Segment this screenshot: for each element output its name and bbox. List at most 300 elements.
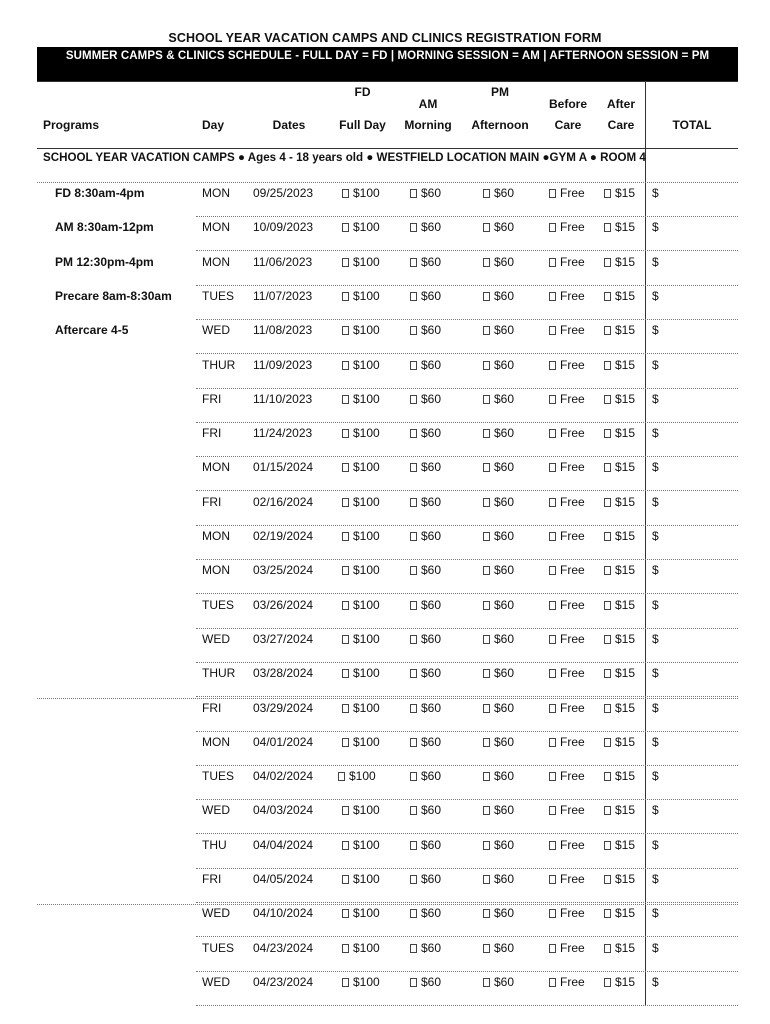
price-label: $60 xyxy=(494,529,515,543)
am-checkbox[interactable] xyxy=(410,941,441,955)
am-checkbox[interactable] xyxy=(410,495,441,509)
checkbox-box[interactable] xyxy=(342,463,349,472)
checkbox-box[interactable] xyxy=(410,463,417,472)
am-checkbox[interactable] xyxy=(410,872,441,886)
pm-checkbox[interactable] xyxy=(483,872,514,886)
row-total-field[interactable]: $ xyxy=(652,872,659,886)
checkbox-box[interactable] xyxy=(410,566,417,575)
checkbox-box[interactable] xyxy=(342,841,349,850)
group-separator xyxy=(37,182,738,183)
row-total-field[interactable]: $ xyxy=(652,460,659,475)
checkbox-box[interactable] xyxy=(342,669,349,678)
checkbox-box[interactable] xyxy=(483,292,490,301)
fd-checkbox[interactable] xyxy=(342,563,380,577)
pm-checkbox[interactable] xyxy=(483,529,514,543)
checkbox-box[interactable] xyxy=(483,738,490,747)
checkbox-box[interactable] xyxy=(549,909,556,918)
checkbox-box[interactable] xyxy=(604,463,611,472)
before-care-checkbox[interactable] xyxy=(549,358,585,372)
pm-checkbox[interactable] xyxy=(483,838,514,852)
checkbox-box[interactable] xyxy=(549,395,556,404)
checkbox-box[interactable] xyxy=(604,601,611,610)
checkbox-box[interactable] xyxy=(549,978,556,987)
am-checkbox[interactable] xyxy=(410,803,441,817)
row-total-field[interactable]: $ xyxy=(652,563,659,578)
row-separator xyxy=(196,456,738,457)
table-row xyxy=(0,460,770,494)
row-total-field[interactable]: $ xyxy=(652,974,659,989)
checkbox-box[interactable] xyxy=(604,944,611,953)
before-care-checkbox[interactable] xyxy=(549,838,585,852)
after-care-checkbox[interactable] xyxy=(604,598,635,612)
am-checkbox[interactable] xyxy=(410,289,441,303)
header-day: Day xyxy=(201,118,224,132)
row-total-field[interactable]: $ xyxy=(652,769,659,784)
row-total-field[interactable]: $ xyxy=(652,186,659,200)
fd-checkbox[interactable] xyxy=(342,666,380,680)
after-care-checkbox[interactable] xyxy=(604,975,635,989)
row-total-field[interactable]: $ xyxy=(652,529,659,543)
fd-checkbox[interactable] xyxy=(342,906,380,920)
am-checkbox[interactable] xyxy=(410,220,441,234)
row-total-field[interactable]: $ xyxy=(652,666,659,681)
price-label: $60 xyxy=(421,254,442,269)
before-care-checkbox[interactable] xyxy=(549,220,585,234)
am-checkbox[interactable] xyxy=(410,255,441,269)
checkbox-box[interactable] xyxy=(549,292,556,301)
checkbox-box[interactable] xyxy=(410,944,417,953)
fd-checkbox[interactable] xyxy=(342,872,380,886)
after-care-checkbox[interactable] xyxy=(604,289,635,303)
checkbox-box[interactable] xyxy=(604,429,611,438)
checkbox-box[interactable] xyxy=(342,806,349,815)
price-label: Free xyxy=(560,529,585,543)
checkbox-box[interactable] xyxy=(342,635,349,644)
fd-checkbox[interactable] xyxy=(342,803,380,817)
pm-checkbox[interactable] xyxy=(483,426,514,440)
checkbox-box[interactable] xyxy=(604,978,611,987)
pm-checkbox[interactable] xyxy=(483,701,514,715)
price-label: $100 xyxy=(353,631,380,646)
after-care-checkbox[interactable] xyxy=(604,701,635,715)
fd-checkbox[interactable] xyxy=(342,358,380,372)
am-checkbox[interactable] xyxy=(410,701,441,715)
price-label: $100 xyxy=(353,837,380,852)
section-title: SCHOOL YEAR VACATION CAMPS ● Ages 4 - 18 years old ● WESTFIELD LOCATION MAIN ●GYM A ● ROOM 4 xyxy=(43,151,646,164)
pm-checkbox[interactable] xyxy=(483,803,514,817)
pm-checkbox[interactable] xyxy=(483,666,514,680)
am-checkbox[interactable] xyxy=(410,186,441,200)
am-checkbox[interactable] xyxy=(410,735,441,749)
checkbox-box[interactable] xyxy=(342,292,349,301)
price-label: $60 xyxy=(494,666,515,681)
checkbox-box[interactable] xyxy=(549,532,556,541)
row-total-field[interactable]: $ xyxy=(652,803,659,818)
before-care-checkbox[interactable] xyxy=(549,426,585,440)
before-care-checkbox[interactable] xyxy=(549,975,585,989)
after-care-checkbox[interactable] xyxy=(604,220,635,234)
row-date: 04/05/2024 xyxy=(253,872,314,886)
row-day: MON xyxy=(202,734,230,749)
checkbox-box[interactable] xyxy=(604,223,611,232)
after-care-checkbox[interactable] xyxy=(604,529,635,543)
checkbox-box[interactable] xyxy=(483,909,490,918)
checkbox-box[interactable] xyxy=(483,532,490,541)
checkbox-box[interactable] xyxy=(549,429,556,438)
checkbox-box[interactable] xyxy=(483,395,490,404)
checkbox-box[interactable] xyxy=(342,326,349,335)
checkbox-box[interactable] xyxy=(604,669,611,678)
checkbox-box[interactable] xyxy=(483,841,490,850)
after-care-checkbox[interactable] xyxy=(604,186,635,200)
row-total-field[interactable]: $ xyxy=(652,837,659,852)
fd-checkbox[interactable] xyxy=(342,220,380,234)
checkbox-box[interactable] xyxy=(342,258,349,267)
checkbox-box[interactable] xyxy=(483,601,490,610)
after-care-checkbox[interactable] xyxy=(604,872,635,886)
checkbox-box[interactable] xyxy=(483,806,490,815)
checkbox-box[interactable] xyxy=(604,738,611,747)
checkbox-box[interactable] xyxy=(483,772,490,781)
checkbox-box[interactable] xyxy=(604,292,611,301)
checkbox-box[interactable] xyxy=(483,326,490,335)
price-label: Free xyxy=(560,906,585,921)
price-label: $100 xyxy=(353,357,380,372)
pm-checkbox[interactable] xyxy=(483,975,514,989)
checkbox-box[interactable] xyxy=(549,635,556,644)
am-checkbox[interactable] xyxy=(410,563,441,577)
checkbox-box[interactable] xyxy=(342,566,349,575)
fd-checkbox[interactable] xyxy=(338,769,376,783)
checkbox-box[interactable] xyxy=(549,601,556,610)
checkbox-box[interactable] xyxy=(342,361,349,370)
price-label: $60 xyxy=(421,803,442,818)
checkbox-box[interactable] xyxy=(483,361,490,370)
fd-checkbox[interactable] xyxy=(342,838,380,852)
checkbox-box[interactable] xyxy=(483,498,490,507)
checkbox-box[interactable] xyxy=(410,669,417,678)
checkbox-box[interactable] xyxy=(342,944,349,953)
checkbox-box[interactable] xyxy=(549,566,556,575)
pm-checkbox[interactable] xyxy=(483,598,514,612)
pm-checkbox[interactable] xyxy=(483,906,514,920)
price-label: Free xyxy=(560,940,585,955)
pm-checkbox[interactable] xyxy=(483,460,514,474)
checkbox-box[interactable] xyxy=(483,635,490,644)
am-checkbox[interactable] xyxy=(410,323,441,337)
after-care-checkbox[interactable] xyxy=(604,803,635,817)
after-care-checkbox[interactable] xyxy=(604,838,635,852)
before-care-checkbox[interactable] xyxy=(549,632,585,646)
checkbox-box[interactable] xyxy=(483,223,490,232)
checkbox-box[interactable] xyxy=(342,738,349,747)
price-label: $15 xyxy=(615,597,636,612)
after-care-checkbox[interactable] xyxy=(604,769,635,783)
after-care-checkbox[interactable] xyxy=(604,563,635,577)
pm-checkbox[interactable] xyxy=(483,289,514,303)
before-care-checkbox[interactable] xyxy=(549,255,585,269)
pm-checkbox[interactable] xyxy=(483,392,514,406)
checkbox-box[interactable] xyxy=(410,395,417,404)
fd-checkbox[interactable] xyxy=(342,598,380,612)
checkbox-box[interactable] xyxy=(410,258,417,267)
checkbox-box[interactable] xyxy=(410,841,417,850)
checkbox-box[interactable] xyxy=(483,566,490,575)
checkbox-box[interactable] xyxy=(549,223,556,232)
price-label: Free xyxy=(560,803,585,818)
row-total-field[interactable]: $ xyxy=(652,254,659,269)
am-checkbox[interactable] xyxy=(410,769,441,783)
checkbox-box[interactable] xyxy=(342,429,349,438)
before-care-checkbox[interactable] xyxy=(549,529,585,543)
price-label: $60 xyxy=(421,323,442,338)
row-separator xyxy=(196,559,738,560)
checkbox-box[interactable] xyxy=(483,875,490,884)
checkbox-box[interactable] xyxy=(604,566,611,575)
pm-checkbox[interactable] xyxy=(483,563,514,577)
checkbox-box[interactable] xyxy=(549,326,556,335)
checkbox-box[interactable] xyxy=(549,258,556,267)
before-care-checkbox[interactable] xyxy=(549,495,585,509)
am-checkbox[interactable] xyxy=(410,392,441,406)
checkbox-box[interactable] xyxy=(410,498,417,507)
checkbox-box[interactable] xyxy=(410,292,417,301)
checkbox-box[interactable] xyxy=(483,429,490,438)
checkbox-box[interactable] xyxy=(338,772,345,781)
fd-checkbox[interactable] xyxy=(342,701,380,715)
row-total-field[interactable]: $ xyxy=(652,597,659,612)
checkbox-box[interactable] xyxy=(549,498,556,507)
after-care-checkbox[interactable] xyxy=(604,666,635,680)
price-label: $60 xyxy=(494,426,515,441)
table-row xyxy=(0,426,770,460)
program-item: Aftercare 4-5 xyxy=(55,323,129,337)
checkbox-box[interactable] xyxy=(604,326,611,335)
checkbox-box[interactable] xyxy=(483,978,490,987)
checkbox-box[interactable] xyxy=(410,326,417,335)
checkbox-box[interactable] xyxy=(410,361,417,370)
checkbox-box[interactable] xyxy=(604,806,611,815)
after-care-checkbox[interactable] xyxy=(604,941,635,955)
checkbox-box[interactable] xyxy=(410,909,417,918)
after-care-checkbox[interactable] xyxy=(604,495,635,509)
checkbox-box[interactable] xyxy=(604,704,611,713)
row-total-field[interactable]: $ xyxy=(652,494,659,509)
checkbox-box[interactable] xyxy=(410,704,417,713)
checkbox-box[interactable] xyxy=(604,841,611,850)
pm-checkbox[interactable] xyxy=(483,358,514,372)
am-checkbox[interactable] xyxy=(410,666,441,680)
table-row xyxy=(0,906,770,940)
checkbox-box[interactable] xyxy=(410,532,417,541)
before-care-checkbox[interactable] xyxy=(549,803,585,817)
before-care-checkbox[interactable] xyxy=(549,186,585,200)
checkbox-box[interactable] xyxy=(549,806,556,815)
checkbox-box[interactable] xyxy=(342,601,349,610)
checkbox-box[interactable] xyxy=(604,635,611,644)
row-day: MON xyxy=(202,563,230,578)
fd-checkbox[interactable] xyxy=(342,323,380,337)
pm-checkbox[interactable] xyxy=(483,255,514,269)
checkbox-box[interactable] xyxy=(483,669,490,678)
after-care-checkbox[interactable] xyxy=(604,632,635,646)
checkbox-box[interactable] xyxy=(410,189,417,198)
table-row xyxy=(0,803,770,837)
after-care-checkbox[interactable] xyxy=(604,358,635,372)
checkbox-box[interactable] xyxy=(410,806,417,815)
checkbox-box[interactable] xyxy=(549,772,556,781)
am-checkbox[interactable] xyxy=(410,975,441,989)
checkbox-box[interactable] xyxy=(342,189,349,198)
checkbox-box[interactable] xyxy=(410,738,417,747)
checkbox-box[interactable] xyxy=(604,875,611,884)
price-label: Free xyxy=(560,254,585,269)
before-care-checkbox[interactable] xyxy=(549,906,585,920)
checkbox-box[interactable] xyxy=(549,738,556,747)
am-checkbox[interactable] xyxy=(410,598,441,612)
checkbox-box[interactable] xyxy=(342,909,349,918)
fd-checkbox[interactable] xyxy=(342,632,380,646)
before-care-checkbox[interactable] xyxy=(549,666,585,680)
after-care-checkbox[interactable] xyxy=(604,460,635,474)
row-total-field[interactable]: $ xyxy=(652,426,659,441)
checkbox-box[interactable] xyxy=(604,532,611,541)
before-care-checkbox[interactable] xyxy=(549,872,585,886)
checkbox-box[interactable] xyxy=(342,395,349,404)
am-checkbox[interactable] xyxy=(410,529,441,543)
after-care-checkbox[interactable] xyxy=(604,735,635,749)
checkbox-box[interactable] xyxy=(549,669,556,678)
pm-checkbox[interactable] xyxy=(483,220,514,234)
before-care-checkbox[interactable] xyxy=(549,735,585,749)
checkbox-box[interactable] xyxy=(549,944,556,953)
pm-checkbox[interactable] xyxy=(483,323,514,337)
header-before-bottom: Care xyxy=(554,118,582,132)
fd-checkbox[interactable] xyxy=(342,735,380,749)
checkbox-box[interactable] xyxy=(604,258,611,267)
row-total-field[interactable]: $ xyxy=(652,700,659,715)
checkbox-box[interactable] xyxy=(549,361,556,370)
fd-checkbox[interactable] xyxy=(342,460,380,474)
checkbox-box[interactable] xyxy=(342,978,349,987)
row-date: 04/23/2024 xyxy=(253,974,314,989)
checkbox-box[interactable] xyxy=(604,772,611,781)
after-care-checkbox[interactable] xyxy=(604,906,635,920)
pm-checkbox[interactable] xyxy=(483,735,514,749)
before-care-checkbox[interactable] xyxy=(549,701,585,715)
header-am-top: AM xyxy=(418,97,438,111)
before-care-checkbox[interactable] xyxy=(549,289,585,303)
checkbox-box[interactable] xyxy=(549,841,556,850)
checkbox-box[interactable] xyxy=(483,463,490,472)
checkbox-box[interactable] xyxy=(604,189,611,198)
after-care-checkbox[interactable] xyxy=(604,323,635,337)
checkbox-box[interactable] xyxy=(483,704,490,713)
checkbox-box[interactable] xyxy=(410,978,417,987)
checkbox-box[interactable] xyxy=(604,498,611,507)
row-total-field[interactable]: $ xyxy=(652,323,659,338)
checkbox-box[interactable] xyxy=(342,875,349,884)
price-label: $60 xyxy=(421,426,442,441)
before-care-checkbox[interactable] xyxy=(549,769,585,783)
fd-checkbox[interactable] xyxy=(342,392,380,406)
fd-checkbox[interactable] xyxy=(342,975,380,989)
after-care-checkbox[interactable] xyxy=(604,426,635,440)
checkbox-box[interactable] xyxy=(410,772,417,781)
before-care-checkbox[interactable] xyxy=(549,598,585,612)
pm-checkbox[interactable] xyxy=(483,941,514,955)
fd-checkbox[interactable] xyxy=(342,255,380,269)
am-checkbox[interactable] xyxy=(410,906,441,920)
am-checkbox[interactable] xyxy=(410,632,441,646)
row-total-field[interactable]: $ xyxy=(652,734,659,749)
pm-checkbox[interactable] xyxy=(483,186,514,200)
checkbox-box[interactable] xyxy=(604,909,611,918)
row-total-field[interactable]: $ xyxy=(652,940,659,955)
fd-checkbox[interactable] xyxy=(342,529,380,543)
before-care-checkbox[interactable] xyxy=(549,563,585,577)
checkbox-box[interactable] xyxy=(410,635,417,644)
row-day: MON xyxy=(202,186,230,200)
checkbox-box[interactable] xyxy=(549,704,556,713)
after-care-checkbox[interactable] xyxy=(604,255,635,269)
checkbox-box[interactable] xyxy=(342,532,349,541)
fd-checkbox[interactable] xyxy=(342,426,380,440)
price-label: $15 xyxy=(615,974,636,989)
row-total-field[interactable]: $ xyxy=(652,906,659,921)
am-checkbox[interactable] xyxy=(410,358,441,372)
row-total-field[interactable]: $ xyxy=(652,391,659,406)
fd-checkbox[interactable] xyxy=(342,941,380,955)
checkbox-box[interactable] xyxy=(604,361,611,370)
row-total-field[interactable]: $ xyxy=(652,220,659,235)
checkbox-box[interactable] xyxy=(342,223,349,232)
checkbox-box[interactable] xyxy=(410,429,417,438)
pm-checkbox[interactable] xyxy=(483,769,514,783)
pm-checkbox[interactable] xyxy=(483,632,514,646)
fd-checkbox[interactable] xyxy=(342,289,380,303)
row-total-field[interactable]: $ xyxy=(652,631,659,646)
row-total-field[interactable]: $ xyxy=(652,357,659,372)
checkbox-box[interactable] xyxy=(410,875,417,884)
checkbox-box[interactable] xyxy=(483,258,490,267)
before-care-checkbox[interactable] xyxy=(549,392,585,406)
after-care-checkbox[interactable] xyxy=(604,392,635,406)
checkbox-box[interactable] xyxy=(342,704,349,713)
pm-checkbox[interactable] xyxy=(483,495,514,509)
checkbox-box[interactable] xyxy=(549,875,556,884)
checkbox-box[interactable] xyxy=(604,395,611,404)
before-care-checkbox[interactable] xyxy=(549,460,585,474)
row-total-field[interactable]: $ xyxy=(652,288,659,303)
checkbox-box[interactable] xyxy=(483,189,490,198)
checkbox-box[interactable] xyxy=(549,189,556,198)
table-row xyxy=(0,666,770,700)
fd-checkbox[interactable] xyxy=(342,495,380,509)
checkbox-box[interactable] xyxy=(549,463,556,472)
before-care-checkbox[interactable] xyxy=(549,323,585,337)
am-checkbox[interactable] xyxy=(410,838,441,852)
checkbox-box[interactable] xyxy=(410,601,417,610)
checkbox-box[interactable] xyxy=(342,498,349,507)
row-date: 09/25/2023 xyxy=(253,186,314,200)
am-checkbox[interactable] xyxy=(410,426,441,440)
am-checkbox[interactable] xyxy=(410,460,441,474)
checkbox-box[interactable] xyxy=(483,944,490,953)
before-care-checkbox[interactable] xyxy=(549,941,585,955)
checkbox-box[interactable] xyxy=(410,223,417,232)
fd-checkbox[interactable] xyxy=(342,186,380,200)
